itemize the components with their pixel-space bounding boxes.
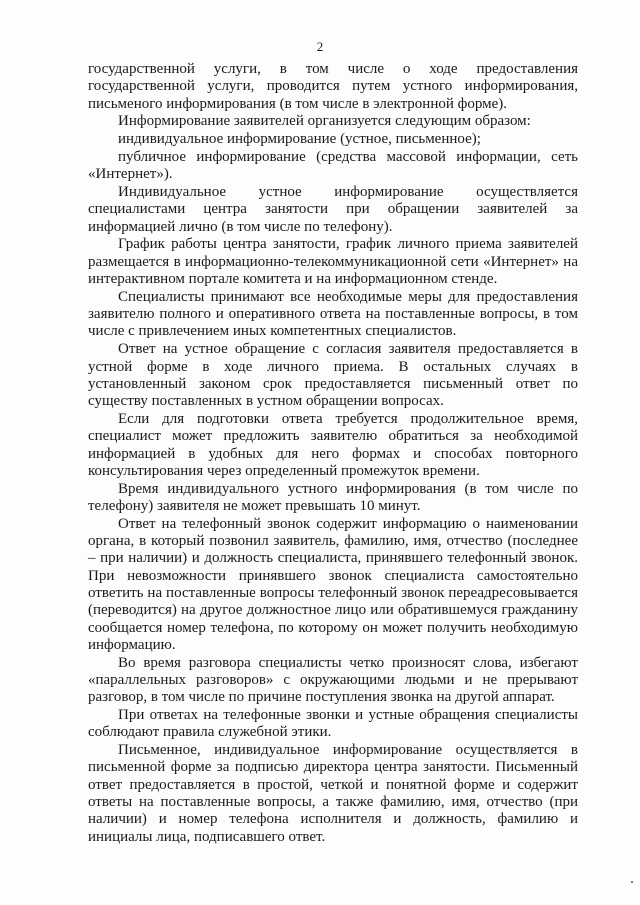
page-number: 2 xyxy=(316,39,324,54)
paragraph: Индивидуальное устное информирование осуществляется специалистами центра занятости при обращении заявителей за информацией лично (в том числе по телефону). xyxy=(88,184,578,235)
paragraph: государственной услуги, в том числе о ходе предоставления государственной услуги, проводится путем устного информирования, письменого информирования (в том числе в электронной форме). xyxy=(88,61,578,112)
paragraph: Во время разговора специалисты четко произносят слова, избегают «параллельных разговоров» с окружающими людьми и не прерывают разговор, в том числе по причине поступления звонка на другой аппарат. xyxy=(88,654,578,706)
paragraph: Ответ на телефонный звонок содержит информацию о наименовании органа, в который позвонил заявитель, фамилию, имя, отчество (последнее – при наличии) и должность специалиста, принявшего телефонный звонок. При невозможности принявшего звонок специалиста самостоятельно ответить на поставленные вопросы телефонный звонок переадресовывается (переводится) на другое должностное лицо или обратившемуся гражданину сообщается номер телефона, по которому он может получить необходимую информацию. xyxy=(88,515,578,653)
paragraph: Ответ на устное обращение с согласия заявителя предоставляется в устной форме в ходе личного приема. В остальных случаях в установленный законом срок предоставляется письменный ответ по существу поставленных в устном обращении вопросах. xyxy=(88,341,578,410)
paragraph: Информирование заявителей организуется следующим образом: xyxy=(118,113,531,130)
paragraph: публичное информирование (средства массовой информации, сеть «Интернет»). xyxy=(88,148,578,183)
paragraph: Если для подготовки ответа требуется продолжительное время, специалист может предложить заявителю обратиться за необходимой информацией в удобных для него формах и способах повторного консультирования через определенный промежуток времени. xyxy=(88,410,578,479)
document-body xyxy=(88,61,578,846)
paragraph: Специалисты принимают все необходимые меры для предоставления заявителю полного и оперативного ответа на поставленные вопросы, в том числе с привлечением иных компетентных специалистов. xyxy=(88,288,578,340)
paragraph: График работы центра занятости, график личного приема заявителей размещается в информационно-телекоммуникационной сети «Интернет» на интерактивном портале комитета и на информационном стенде. xyxy=(88,236,578,288)
paragraph: индивидуальное информирование (устное, письменное); xyxy=(118,131,481,148)
scan-speck xyxy=(631,881,633,883)
paragraph: Время индивидуального устного информирования (в том числе по телефону) заявителя не может превышать 10 минут. xyxy=(88,480,578,514)
paragraph: Письменное, индивидуальное информирование осуществляется в письменной форме за подписью директора центра занятости. Письменный ответ предоставляется в простой, четкой и понятной форме и содержит ответы на поставленные вопросы, а также фамилию, имя, отчество (при наличии) и номер телефона исполнителя и должность, фамилию и инициалы лица, подписавшего ответ. xyxy=(88,742,578,845)
paragraph: При ответах на телефонные звонки и устные обращения специалисты соблюдают правила служебной этики. xyxy=(88,706,578,741)
